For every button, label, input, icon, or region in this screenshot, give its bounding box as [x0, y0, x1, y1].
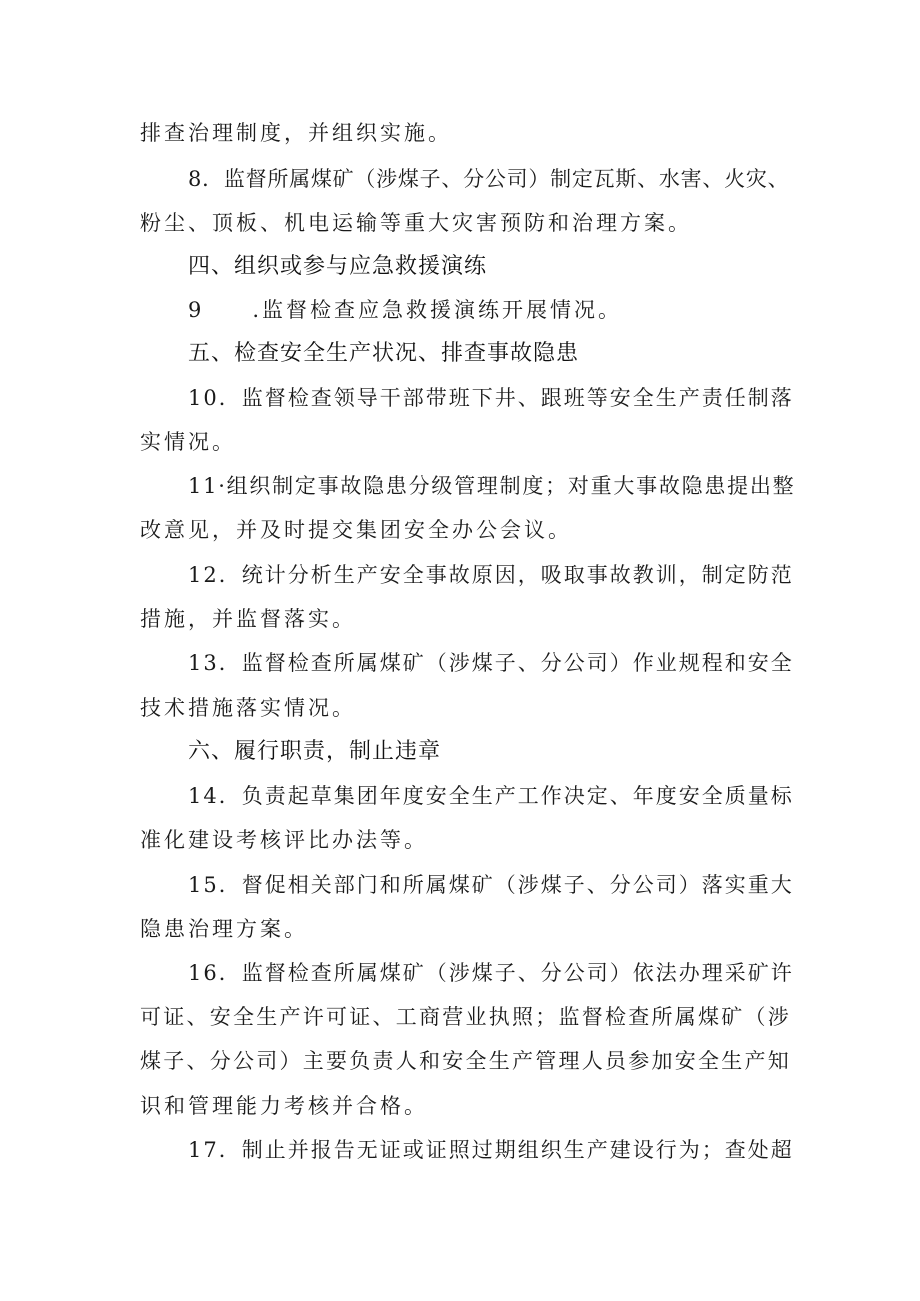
text-line: 实情况。 [140, 430, 236, 454]
section-heading: 六、履行职责，制止违章 [188, 739, 442, 764]
text-line: 煤子、分公司）主要负责人和安全生产管理人员参加安全生产知 [140, 1049, 791, 1073]
text-line: 粉尘、顶板、机电运输等重大灾害预防和治理方案。 [140, 211, 692, 235]
text-line: 9 .监督检查应急救援演练开展情况。 [188, 298, 623, 322]
text-line: 可证、安全生产许可证、工商营业执照；监督检查所属煤矿（涉 [140, 1005, 791, 1029]
text-line: 11·组织制定事故隐患分级管理制度；对重大事故隐患提出整 [188, 474, 796, 498]
text-line: 隐患治理方案。 [140, 917, 308, 941]
section-heading: 五、检查安全生产状况、排查事故隐患 [188, 341, 580, 366]
text-line: 10．监督检查领导干部带班下井、跟班等安全生产责任制落 [188, 386, 794, 410]
text-line: 8．监督所属煤矿（涉煤子、分公司）制定瓦斯、水害、火灾、 [188, 167, 790, 191]
text-line: 16．监督检查所属煤矿（涉煤子、分公司）依法办理采矿许 [188, 961, 794, 985]
section-heading: 四、组织或参与应急救援演练 [188, 254, 488, 279]
text-line: 排查治理制度，并组织实施。 [140, 121, 452, 145]
text-line: 技术措施落实情况。 [140, 696, 356, 720]
text-line: 措施，并监督落实。 [140, 607, 356, 631]
text-line: 15．督促相关部门和所属煤矿（涉煤子、分公司）落实重大 [188, 873, 794, 897]
text-line: 12．统计分析生产安全事故原因，吸取事故教训，制定防范 [188, 563, 794, 587]
text-line: 14．负责起草集团年度安全生产工作决定、年度安全质量标 [188, 784, 794, 808]
text-line: 17．制止并报告无证或证照过期组织生产建设行为；查处超 [188, 1138, 794, 1162]
text-line: 改意见，并及时提交集团安全办公会议。 [140, 518, 572, 542]
text-line: 准化建设考核评比办法等。 [140, 828, 428, 852]
text-line: 识和管理能力考核并合格。 [140, 1094, 428, 1118]
text-line: 13．监督检查所属煤矿（涉煤子、分公司）作业规程和安全 [188, 651, 794, 675]
